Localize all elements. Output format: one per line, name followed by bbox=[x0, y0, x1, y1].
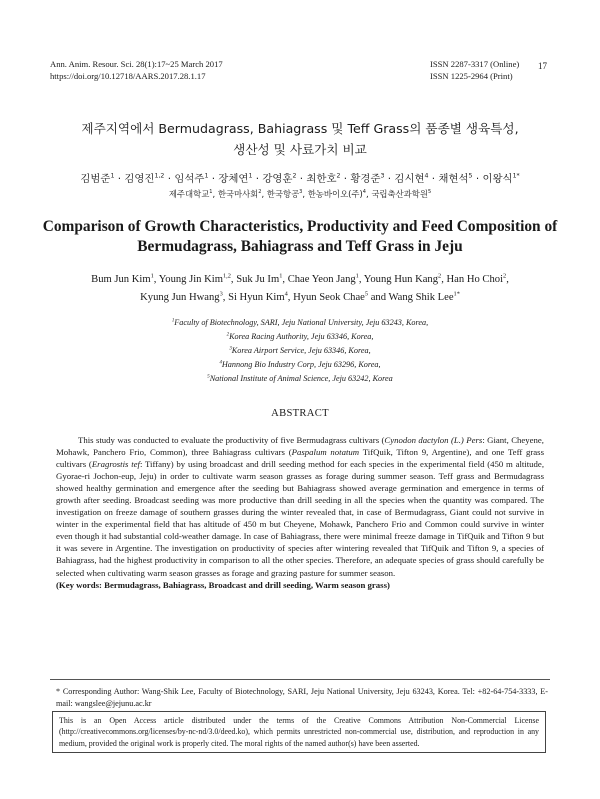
corresponding-author-note: * Corresponding Author: Wang-Shik Lee, Faculty of Biotechnology, SARI, Jeju National University, Jeju 63243, Korea. Tel: +82-64-754-3333, E-mail: wangslee@jejunu.ac.kr bbox=[56, 687, 548, 708]
korean-author-sup: 2 bbox=[292, 172, 297, 180]
korean-affiliation: 제주대학교 bbox=[168, 189, 210, 199]
issn-print: ISSN 1225-2964 (Print) bbox=[430, 70, 513, 81]
korean-author: 강영훈 bbox=[262, 173, 293, 185]
affiliation-line bbox=[40, 316, 560, 330]
issn-block bbox=[430, 59, 519, 82]
korean-author: 임석주 bbox=[174, 173, 205, 185]
keywords: (Key words: Bermudagrass, Bahiagrass, Broadcast and drill seeding, Warm season grass) bbox=[56, 579, 390, 590]
english-author: Young Hun Kang bbox=[363, 274, 439, 285]
english-author-sup: 1,2 bbox=[222, 272, 231, 280]
affiliation-line bbox=[40, 330, 560, 344]
english-author: Han Ho Choi bbox=[446, 274, 504, 285]
korean-affiliation: 국립축산과학원 bbox=[371, 189, 428, 199]
korean-title-line-1: 제주지역에서 Bermudagrass, Bahiagrass 및 Teff Grass의 품종별 생육특성, bbox=[81, 121, 519, 136]
species-name: Paspalum notatum bbox=[291, 447, 360, 458]
species-name: Cynodon dactylon (L.) Pers bbox=[384, 435, 483, 445]
english-author: Si Hyun Kim bbox=[228, 292, 285, 303]
english-author-sup: 3 bbox=[219, 290, 223, 298]
korean-author-sup: 1* bbox=[512, 172, 520, 180]
english-authors bbox=[40, 271, 560, 307]
korean-author: 김시현 bbox=[394, 173, 425, 185]
korean-affiliation-sup: 4 bbox=[362, 189, 366, 196]
english-author-sup: 1* bbox=[453, 290, 460, 298]
korean-author-sup: 1 bbox=[204, 172, 209, 180]
english-author-sup: 1 bbox=[279, 272, 283, 280]
korean-author: 김범준 bbox=[80, 173, 111, 185]
english-title-line-2: Bermudagrass, Bahiagrass and Teff Grass in Jeju bbox=[137, 238, 463, 255]
korean-affiliation-sup: 5 bbox=[427, 189, 432, 196]
affiliation-text: National Institute of Animal Science, Jeju 63242, Korea bbox=[209, 374, 393, 383]
korean-author-sup: 5 bbox=[468, 172, 473, 180]
footnote-divider bbox=[50, 679, 550, 680]
korean-author-sup: 2 bbox=[336, 172, 341, 180]
english-author: Young Jin Kim bbox=[158, 274, 223, 285]
issn-online: ISSN 2287-3317 (Online) bbox=[430, 59, 520, 69]
abstract-text: : Giant, Cheyene, Mohawk, Panchero Frio, Common), three Bahiagrass cultivars ( bbox=[56, 435, 544, 458]
english-author-sup: 2 bbox=[503, 272, 507, 280]
korean-author-sup: 4 bbox=[424, 172, 429, 180]
english-affiliations bbox=[40, 316, 560, 386]
journal-header bbox=[50, 59, 223, 82]
korean-author-sup: 1,2 bbox=[154, 172, 165, 180]
korean-authors: 김범준$^1$ · 김영진$^{1,2}$ · 임석주$^1$ · 장체연$^1$ · 강영훈$^2$ · 최한호$^2$ · 황경준$^3$ · 김시현$^4$ · 채현석$^5$ · 이왕식$^{1*}$ bbox=[80, 172, 520, 185]
english-authors-line-1: Bum Jun Kim$^1$, Young Jin Kim$^{1,2}$, Suk Ju Im$^1$, Chae Yeon Jang$^1$, Young Hun Kang$^2$, Han Ho Choi$^2$, bbox=[91, 272, 509, 285]
journal-citation: Ann. Anim. Resour. Sci. 28(1):17~25 March 2017 bbox=[50, 59, 223, 69]
affiliation-text: Korea Airport Service, Jeju 63346, Korea, bbox=[231, 346, 371, 355]
english-author: Wang Shik Lee bbox=[388, 292, 454, 303]
affiliation-text: Korea Racing Authority, Jeju 63346, Korea, bbox=[229, 332, 374, 341]
english-author-sup: 5 bbox=[364, 290, 369, 298]
page-number: 17 bbox=[538, 61, 547, 71]
affiliation-sup: 3 bbox=[229, 346, 232, 352]
korean-author: 장체연 bbox=[218, 173, 249, 185]
korean-author: 황경준 bbox=[350, 173, 381, 185]
affiliation-sup: 2 bbox=[226, 332, 230, 338]
species-name: Eragrostis tef bbox=[91, 459, 140, 470]
abstract-body bbox=[56, 434, 544, 591]
affiliation-line bbox=[40, 372, 560, 386]
korean-title-line-2: 생산성 및 사료가치 비교 bbox=[233, 142, 367, 157]
affiliation-sup: 1 bbox=[171, 318, 175, 324]
korean-affiliation: 한농바이오(주) bbox=[307, 189, 363, 199]
korean-affiliation-sup: 3 bbox=[299, 189, 303, 196]
english-author: Chae Yeon Jang bbox=[287, 274, 356, 285]
korean-author: 김영진 bbox=[124, 173, 155, 185]
korean-author-sup: 3 bbox=[380, 172, 385, 180]
affiliation-text: Hannong Bio Industry Corp, Jeju 63296, Korea, bbox=[221, 360, 381, 369]
english-author: Kyung Jun Hwang bbox=[140, 292, 220, 303]
english-author-sup: 1 bbox=[150, 272, 154, 280]
korean-author: 채현석 bbox=[438, 173, 469, 185]
korean-affiliation-sup: 2 bbox=[258, 189, 262, 196]
english-author-sup: 1 bbox=[355, 272, 359, 280]
korean-author-sup: 1 bbox=[248, 172, 253, 180]
affiliation-sup: 4 bbox=[219, 360, 222, 366]
korean-title bbox=[40, 118, 560, 160]
affiliation-sup: 5 bbox=[207, 374, 210, 380]
abstract-text: This study was conducted to evaluate the productivity of five Bermudagrass cultivars ( bbox=[78, 435, 385, 445]
abstract-heading: ABSTRACT bbox=[271, 408, 329, 419]
english-author: Bum Jun Kim bbox=[91, 274, 151, 285]
affiliation-line bbox=[40, 344, 560, 358]
english-author: Suk Ju Im bbox=[236, 274, 280, 285]
korean-affiliations: 제주대학교$^1$, 한국마사회$^2$, 한국항공$^3$, 한농바이오(주)$^4$, 국립축산과학원$^5$ bbox=[168, 189, 432, 199]
english-authors-line-2: Kyung Jun Hwang$^3$, Si Hyun Kim$^4$, Hyun Seok Chae$^5$ and Wang Shik Lee$^{1*}$ bbox=[140, 290, 460, 303]
license-box: This is an Open Access article distributed under the terms of the Creative Commons Attribution Non-Commercial License (http://creativecommons.org/licenses/by-nc-nd/3.0/deed.ko), which permits unrestricted non-commercial use, distribution, and reproduction in any medium, provided the original work is properly cited. The moral rights of the named author(s) have been asserted. bbox=[52, 711, 546, 753]
english-title bbox=[30, 217, 570, 257]
korean-author: 이왕식 bbox=[482, 173, 513, 185]
korean-author: 최한호 bbox=[306, 173, 337, 185]
korean-affiliation: 한국마사회 bbox=[217, 189, 259, 199]
abstract-text: : Tiffany) by using broadcast and drill seeding method for each species in the experimental field (450 m altitude, Gyorae-ri Jochon-eup, Jeju) in order to cultivate warm season grasses as forage during summer season. Teff grass and Bermudagrass showed healthy germination and emergence after the seeding but Bahiagrass showed average germination and emergence in terms of growth after seeding. Broadcast seeding was more productive than drill seeding in all the species when the quantity was compared. The investigation on freeze damage of southern grasses during the winter revealed that, in case of Bermudagrass, Giant could not survive in winter in the experimental field that has altitude of 450 m but Cheyene, Mohawk, Panchero Frio and Common could survive in winter even though it had substantial cold-weather damage. In case of Bahiagrass, there were minimal freeze damage in TifQuik and Tifton 9 but it was severe in Argentine. The investigation on productivity of species after wintering revealed that TifQuik and Tifton 9, a species of Bahiagrass, had the highest productivity in comparison to all the other species. Therefore, an adequate species of grass should carefully be selected when cultivating warm season grasses as forage and grazing pasture for summer season. bbox=[56, 459, 545, 578]
english-title-line-1: Comparison of Growth Characteristics, Productivity and Feed Composition of bbox=[42, 218, 558, 235]
affiliation-line bbox=[40, 358, 560, 372]
english-author-sup: 2 bbox=[438, 272, 442, 280]
english-author-sup: 4 bbox=[284, 290, 288, 298]
affiliation-text: Faculty of Biotechnology, SARI, Jeju National University, Jeju 63243, Korea, bbox=[174, 318, 429, 327]
korean-affiliation-sup: 1 bbox=[209, 189, 213, 196]
abstract-text: TifQuik, Tifton 9, Argentine), and one Teff grass cultivars ( bbox=[56, 447, 544, 470]
doi-link[interactable]: https://doi.org/10.12718/AARS.2017.28.1.17 bbox=[50, 70, 206, 81]
korean-affiliation: 한국항공 bbox=[266, 189, 300, 199]
korean-author-sup: 1 bbox=[110, 172, 115, 180]
and-word: and bbox=[370, 292, 386, 303]
english-author: Hyun Seok Chae bbox=[293, 292, 365, 303]
